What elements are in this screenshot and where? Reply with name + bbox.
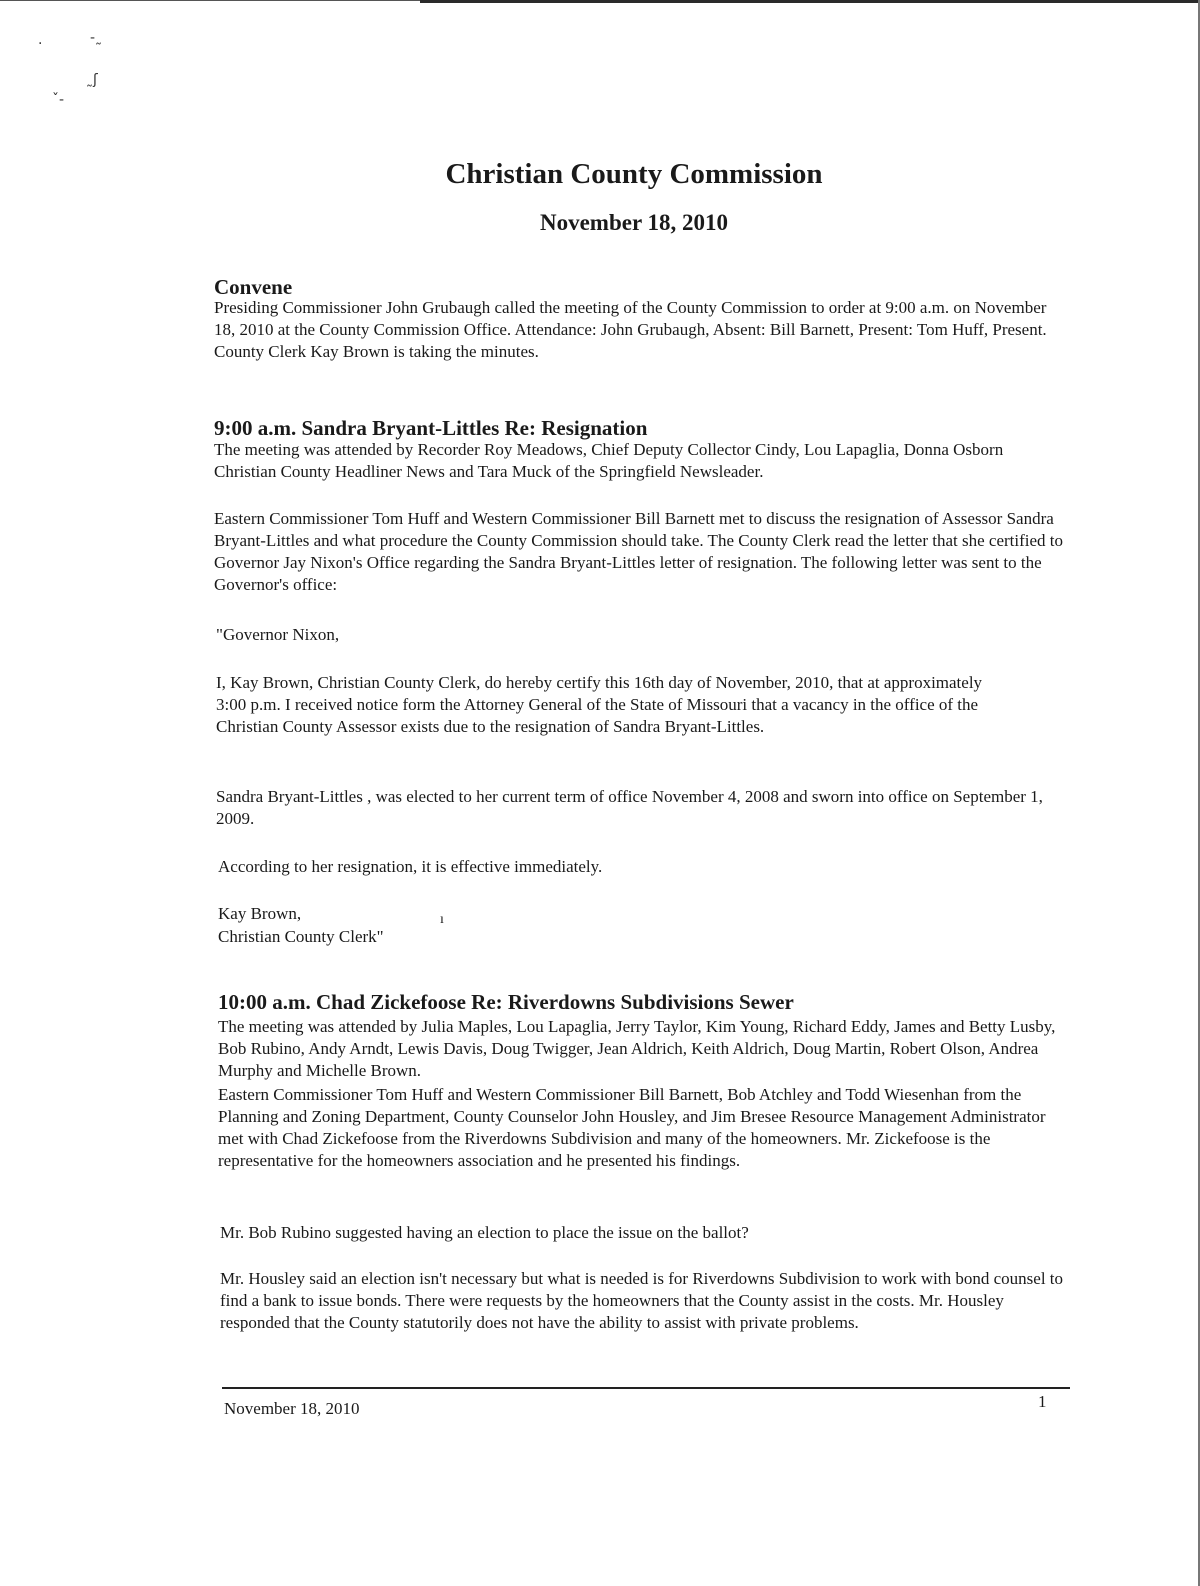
letter-salutation: "Governor Nixon, bbox=[216, 625, 340, 644]
scan-speck: · bbox=[38, 36, 43, 52]
rubino-paragraph: Mr. Bob Rubino suggested having an election to place the issue on the ballot? bbox=[220, 1223, 749, 1242]
section-heading-resignation: 9:00 a.m. Sandra Bryant-Littles Re: Resignation bbox=[214, 416, 648, 440]
page-number: 1 bbox=[1038, 1392, 1047, 1411]
document-title: Christian County Commission bbox=[445, 158, 823, 190]
section-heading-convene: Convene bbox=[214, 275, 293, 299]
footer-rule bbox=[222, 1387, 1070, 1389]
scan-speck: ‐˷ bbox=[90, 30, 103, 46]
scan-speck: ˇ‐ bbox=[52, 92, 65, 108]
letter-body: I, Kay Brown, Christian County Clerk, do hereby certify this 16th day of November, 2010, that at approximately 3:00 p.m. I received notice form the Attorney General of the State of Missouri that a vacancy in the office of the Christian County Assessor exists due to the resignation of Sandra Bryant-Littles. bbox=[216, 673, 983, 736]
letter-effective-paragraph: According to her resignation, it is effective immediately. bbox=[218, 857, 603, 876]
discussion-paragraph: Eastern Commissioner Tom Huff and Western Commissioner Bill Barnett met to discuss the resignation of Assessor Sandra Bryant-Littles and what procedure the County Commission should take. The County Clerk read the letter that she certified to Governor Jay Nixon's Office regarding the Sandra Bryant-Littles letter of resignation. The following letter was sent to the Governor's office: bbox=[214, 509, 1064, 594]
scan-mark: ı bbox=[440, 912, 444, 927]
footer-date: November 18, 2010 bbox=[224, 1399, 360, 1418]
scan-edge-left bbox=[0, 0, 420, 1]
scan-speck: ˷ʃ bbox=[86, 72, 98, 88]
housley-paragraph: Mr. Housley said an election isn't necessary but what is needed is for Riverdowns Subdivision to work with bond counsel to find a bank to issue bonds. There were requests by the homeowners that the County assist in the costs. Mr. Housley responded that the County statutorily does not have the ability to assist with private problems. bbox=[220, 1269, 1064, 1332]
riverdowns-discussion-paragraph: Eastern Commissioner Tom Huff and Western Commissioner Bill Barnett, Bob Atchley and Todd Wiesenhan from the Planning and Zoning Department, County Counselor John Housley, and Jim Bresee Resource Management Administrator met with Chad Zickefoose from the Riverdowns Subdivision and many of the homeowners. Mr. Zickefoose is the representative for the homeowners association and he presented his findings. bbox=[218, 1085, 1046, 1170]
letter-signature-title: Christian County Clerk" bbox=[218, 927, 384, 946]
section-heading-riverdowns: 10:00 a.m. Chad Zickefoose Re: Riverdowns Subdivisions Sewer bbox=[218, 990, 794, 1014]
convene-paragraph: Presiding Commissioner John Grubaugh called the meeting of the County Commission to order at 9:00 a.m. on November 18, 2010 at the County Commission Office. Attendance: John Grubaugh, Absent: Bill Barnett, Present: Tom Huff, Present. County Clerk Kay Brown is taking the minutes. bbox=[214, 298, 1047, 361]
scan-edge-top bbox=[420, 0, 1200, 3]
letter-signature-name: Kay Brown, bbox=[218, 904, 302, 923]
letter-term-paragraph: Sandra Bryant-Littles , was elected to her current term of office November 4, 2008 and sworn into office on September 1, 2009. bbox=[216, 787, 1043, 828]
attendance-paragraph: The meeting was attended by Recorder Roy Meadows, Chief Deputy Collector Cindy, Lou Lapaglia, Donna Osborn Christian County Headliner News and Tara Muck of the Springfield Newsleader. bbox=[214, 440, 1004, 481]
document-date: November 18, 2010 bbox=[539, 210, 729, 235]
riverdowns-attendance-paragraph: The meeting was attended by Julia Maples, Lou Lapaglia, Jerry Taylor, Kim Young, Richard Eddy, James and Betty Lusby, Bob Rubino, Andy Arndt, Lewis Davis, Doug Twigger, Jean Aldrich, Keith Aldrich, Doug Martin, Robert Olson, Andrea Murphy and Michelle Brown. bbox=[218, 1017, 1056, 1080]
